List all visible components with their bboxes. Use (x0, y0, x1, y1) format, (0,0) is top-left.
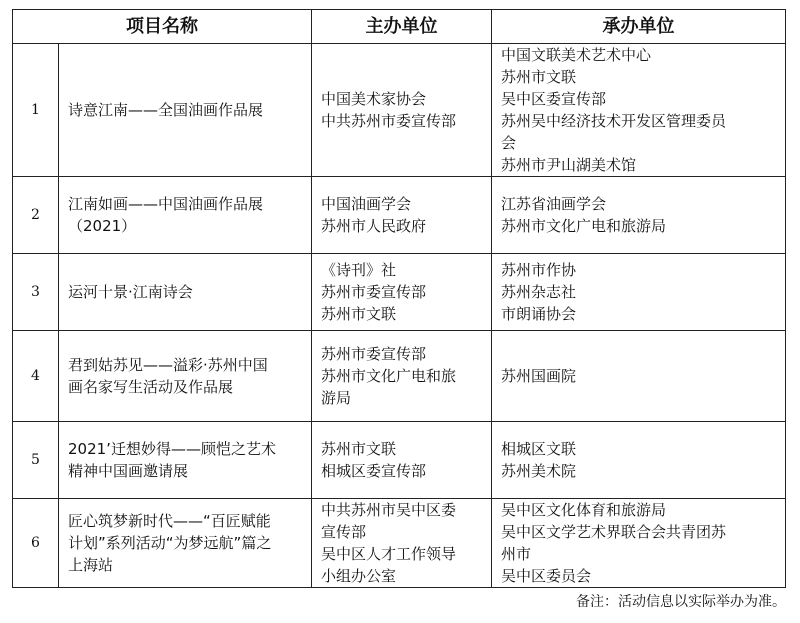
row-number: 6 (13, 499, 59, 588)
organizer-line: 吴中区委员会 (501, 567, 592, 585)
footnote: 备注：活动信息以实际举办为准。 (576, 594, 786, 610)
host-line: 宣传部 (321, 523, 367, 541)
name-line: （2021） (68, 217, 137, 235)
table-header-row (13, 10, 786, 44)
events-table (12, 9, 786, 588)
cell-name (59, 254, 312, 331)
organizer-line: 市朗诵协会 (501, 305, 577, 323)
table-row (13, 254, 786, 331)
organizer-line: 吴中区文学艺术界联合会共青团苏 (501, 523, 727, 541)
cell-name (59, 177, 312, 254)
table-row (13, 422, 786, 499)
cell-name (59, 499, 312, 588)
name-line: 君到姑苏见——溢彩·苏州中国 (68, 356, 268, 374)
name-line: 江南如画——中国油画作品展 (68, 195, 264, 213)
table-row (13, 331, 786, 422)
organizer-line: 州市 (501, 545, 532, 563)
name-line: 精神中国画邀请展 (68, 462, 189, 480)
cell-host (312, 177, 492, 254)
cell-host (312, 422, 492, 499)
row-number: 4 (13, 331, 59, 422)
host-line: 中共苏州市吴中区委 (321, 501, 457, 519)
cell-host (312, 44, 492, 177)
host-line: 苏州市文化广电和旅 (321, 367, 457, 385)
host-line: 苏州市委宣传部 (321, 283, 427, 301)
name-line: 上海站 (68, 556, 114, 574)
organizer-line: 苏州市作协 (501, 261, 577, 279)
host-line: 小组办公室 (321, 567, 397, 585)
cell-organizer (492, 499, 786, 588)
host-line: 中国美术家协会 (321, 90, 427, 108)
cell-name (59, 422, 312, 499)
host-line: 苏州市人民政府 (321, 217, 427, 235)
organizer-line: 苏州市文化广电和旅游局 (501, 217, 667, 235)
host-line: 《诗刊》社 (321, 261, 397, 279)
table-row (13, 44, 786, 177)
organizer-line: 苏州美术院 (501, 462, 577, 480)
name-line: 运河十景·江南诗会 (68, 283, 193, 301)
cell-organizer (492, 254, 786, 331)
row-number: 2 (13, 177, 59, 254)
name-line: 诗意江南——全国油画作品展 (68, 101, 264, 119)
name-line: 计划”系列活动“为梦远航”篇之 (68, 534, 272, 552)
cell-host (312, 331, 492, 422)
host-line: 苏州市文联 (321, 440, 397, 458)
table-row (13, 499, 786, 588)
organizer-line: 苏州国画院 (501, 367, 577, 385)
organizer-line: 相城区文联 (501, 440, 577, 458)
name-line: 画名家写生活动及作品展 (68, 378, 234, 396)
host-line: 中国油画学会 (321, 195, 412, 213)
table-row (13, 177, 786, 254)
host-line: 苏州市文联 (321, 305, 397, 323)
row-number: 5 (13, 422, 59, 499)
organizer-line: 苏州市尹山湖美术馆 (501, 156, 637, 174)
organizer-line: 中国文联美术艺术中心 (501, 46, 652, 64)
name-line: 匠心筑梦新时代——“百匠赋能 (68, 512, 271, 530)
host-line: 中共苏州市委宣传部 (321, 112, 457, 130)
host-line: 相城区委宣传部 (321, 462, 427, 480)
organizer-line: 苏州杂志社 (501, 283, 577, 301)
cell-organizer (492, 177, 786, 254)
name-line: 2021’迁想妙得——顾恺之艺术 (68, 440, 276, 458)
header-host: 主办单位 (312, 10, 492, 44)
header-organizer: 承办单位 (492, 10, 786, 44)
host-line: 苏州市委宣传部 (321, 345, 427, 363)
cell-organizer (492, 331, 786, 422)
organizer-line: 会 (501, 134, 517, 152)
organizer-line: 吴中区委宣传部 (501, 90, 607, 108)
row-number: 3 (13, 254, 59, 331)
host-line: 游局 (321, 389, 352, 407)
cell-organizer (492, 422, 786, 499)
cell-host (312, 254, 492, 331)
header-project-name: 项目名称 (13, 10, 312, 44)
row-number: 1 (13, 44, 59, 177)
cell-name (59, 44, 312, 177)
cell-organizer (492, 44, 786, 177)
cell-name (59, 331, 312, 422)
host-line: 吴中区人才工作领导 (321, 545, 457, 563)
organizer-line: 吴中区文化体育和旅游局 (501, 501, 667, 519)
organizer-line: 苏州吴中经济技术开发区管理委员 (501, 112, 727, 130)
cell-host (312, 499, 492, 588)
organizer-line: 江苏省油画学会 (501, 195, 607, 213)
organizer-line: 苏州市文联 (501, 68, 577, 86)
